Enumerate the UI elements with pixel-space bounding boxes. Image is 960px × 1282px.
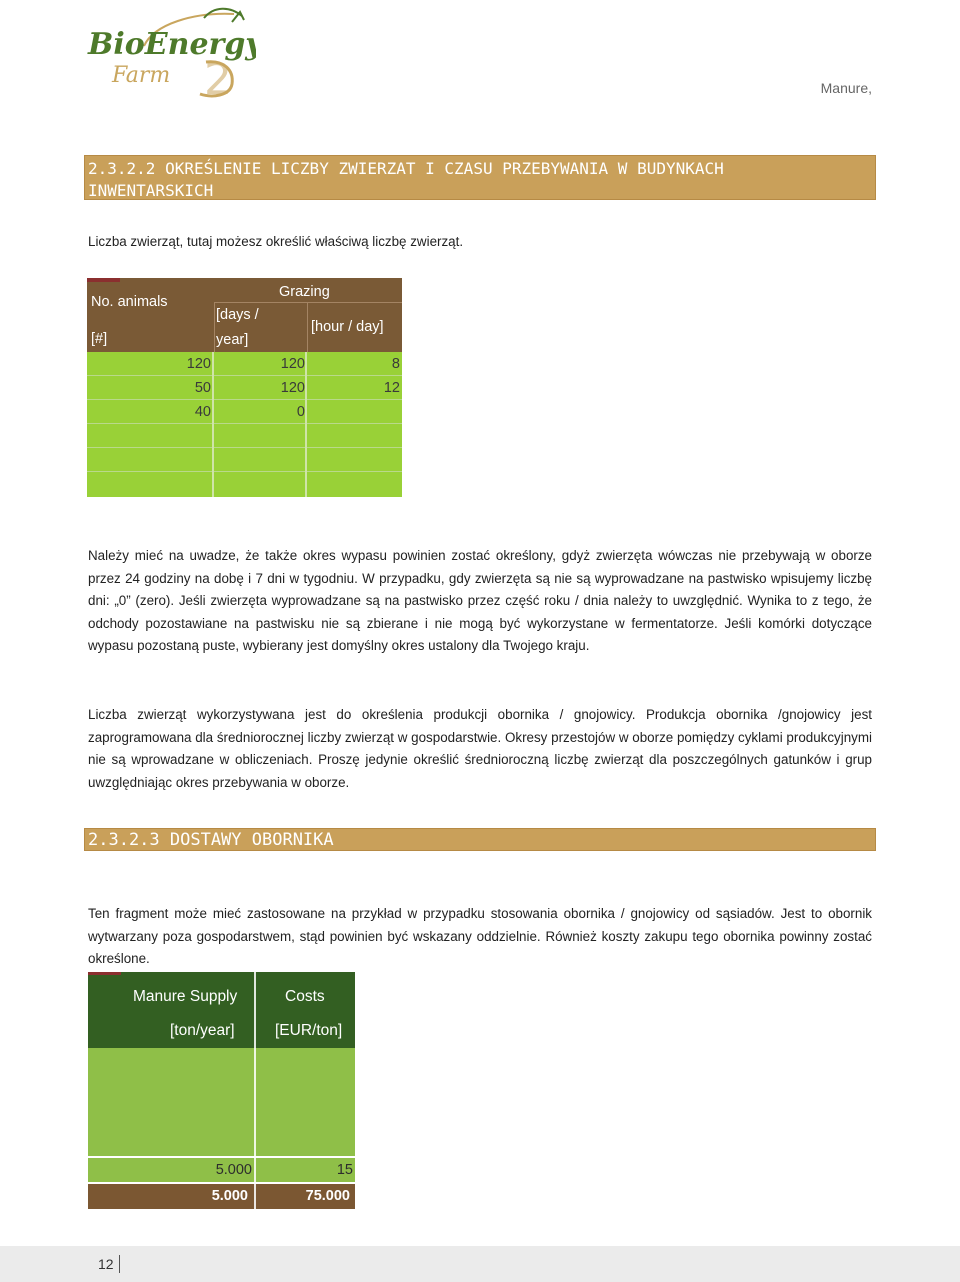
cell-manure-supply[interactable]: 5.000 — [215, 1162, 252, 1178]
header-days-line-1: [days / — [216, 307, 259, 323]
logo-text-number: 2 — [204, 54, 232, 100]
bioenergy-farm-logo — [84, 4, 256, 100]
manure-supply-paragraph: Ten fragment może mieć zastosowane na przykład w przypadku stosowania obornika / gnojowicy od sąsiadów. Jest to obornik wytwarzany poza gospodarstwem, stąd powinien być wskazany oddzielnie. Również koszty zakupu tego obornika powinny zostać określone. — [88, 906, 872, 967]
intro-text: Liczba zwierząt, tutaj możesz określić właściwą liczbę zwierząt. — [88, 234, 464, 249]
column-divider — [305, 352, 307, 497]
cell-days[interactable]: 0 — [296, 404, 305, 420]
header-manure-supply: Manure Supply — [133, 988, 238, 1005]
cell-cost[interactable]: 15 — [336, 1162, 353, 1178]
header-days-line-2: year] — [216, 332, 249, 348]
logo-text-bioenergy: BioEnergy — [88, 27, 256, 62]
cell-animals[interactable]: 40 — [194, 404, 211, 420]
table-row — [87, 376, 402, 400]
total-manure-supply: 5.000 — [211, 1188, 248, 1204]
column-divider — [212, 352, 214, 497]
logo-text-farm: Farm — [112, 63, 171, 88]
header-no-animals: No. animals — [91, 294, 168, 310]
page-number-divider — [119, 1255, 120, 1273]
total-cost: 75.000 — [305, 1188, 350, 1204]
cell-animals[interactable]: 120 — [186, 356, 211, 372]
header-costs: Costs — [285, 988, 325, 1005]
table-row — [88, 1158, 355, 1182]
table-row — [87, 448, 402, 472]
header-costs-unit: [EUR/ton] — [275, 1022, 343, 1039]
manure-table-body — [88, 1048, 355, 1156]
header-running-title: Manure, — [820, 80, 872, 96]
header-divider — [214, 302, 402, 303]
table-row — [87, 352, 402, 376]
header-grazing: Grazing — [279, 284, 330, 300]
header-divider — [214, 302, 215, 352]
table-row — [87, 424, 402, 448]
cell-days[interactable]: 120 — [280, 380, 305, 396]
cell-animals[interactable]: 50 — [194, 380, 211, 396]
manure-table-corner-strip — [88, 972, 121, 975]
header-supply-unit: [ton/year] — [170, 1022, 235, 1039]
table-row — [87, 400, 402, 424]
grazing-table — [87, 278, 402, 497]
grazing-table-corner-strip — [87, 278, 120, 282]
cell-hours[interactable]: 12 — [383, 380, 400, 396]
logo-graphic — [84, 4, 256, 100]
header-hour-day: [hour / day] — [311, 319, 384, 335]
cell-days[interactable]: 120 — [280, 356, 305, 372]
animal-count-paragraph: Liczba zwierząt wykorzystywana jest do określenia produkcji obornika / gnojowicy. Produkcja obornika /gnojowicy jest zaprogramowana dla średniorocznej liczby zwierząt w gospodarstwie. Okresy przestojów w oborze pomiędzy cyklami produkcyjnymi nie są wprowadzane w obliczeniach. Proszę jedynie określić średnioroczną liczbę zwierząt dla poszczególnych gatunków i grup uwzględniając okres przebywania w oborze. — [88, 707, 872, 790]
grazing-explanation-paragraph: Należy mieć na uwadze, że także okres wypasu powinien zostać określony, gdyż zwierzęta wówczas nie przebywają w oborze przez 24 godziny na dobę i 7 dni w tygodniu. W przypadku, gdy zwierzęta są nie są wyprowadzane na pastwisko wpisujemy liczbę dni: „0” (zero). Jeśli zwierzęta wyprowadzane są na pastwisko przez część roku / dnia należy to uwzględnić. Wynika to z tego, że odchody pozostawiane na pastwisku nie są zbierane i nie mogą być wykorzystane w fermentatorze. Jeśli komórki dotyczące wypasu pozostaną puste, wybierany jest domyślny okres ustalony dla Twojego kraju. — [88, 548, 872, 654]
column-divider — [254, 972, 256, 1209]
header-count-unit: [#] — [91, 331, 108, 347]
grazing-table-body — [87, 352, 402, 497]
table-row — [87, 472, 402, 496]
manure-supply-table — [88, 972, 355, 1209]
section-heading-2322 — [84, 155, 876, 200]
page-footer — [0, 1246, 960, 1282]
section-heading-2323: 2.3.2.3 DOSTAWY OBORNIKA — [84, 828, 876, 851]
manure-table-total-row — [88, 1184, 355, 1209]
cell-hours[interactable]: 8 — [391, 356, 400, 372]
header-divider — [307, 302, 308, 352]
section-heading-line-2: INWENTARSKICH — [88, 181, 214, 200]
section-heading-line-1: 2.3.2.2 OKREŚLENIE LICZBY ZWIERZAT I CZASU PRZEBYWANIA W BUDYNKACH — [88, 159, 724, 178]
page-number: 12 — [98, 1256, 114, 1272]
